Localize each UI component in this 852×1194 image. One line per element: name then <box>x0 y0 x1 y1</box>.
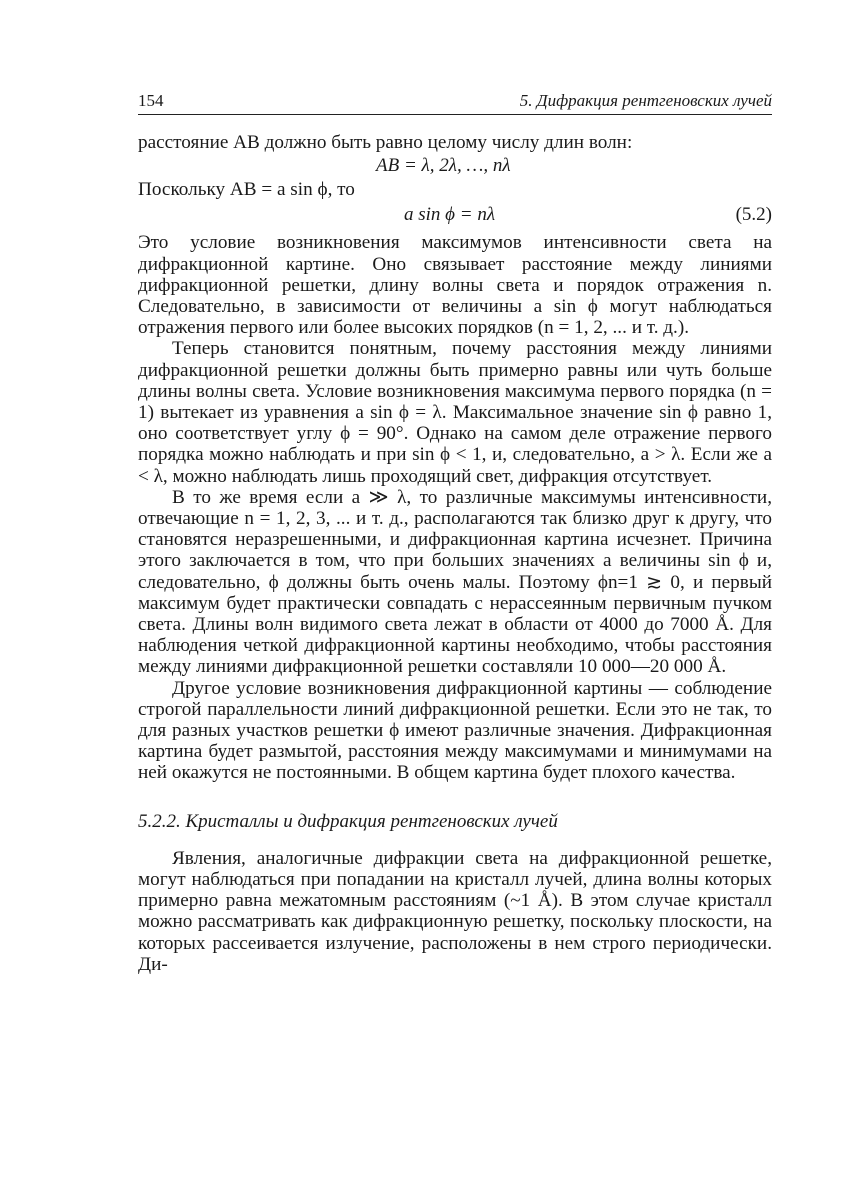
equation-5-2-text: a sin ϕ = nλ <box>404 204 496 226</box>
equation-number: (5.2) <box>735 204 772 226</box>
paragraph-1: Это условие возникновения максимумов интенсивности света на дифракционной картине. Оно связывает расстояние между линиями дифракционной решетки, длину волны света и порядок отражения n. Следовательно, в зависимости от величины a sin ϕ могут наблюдаться отражения первого или более высоких порядков (n = 1, 2, ... и т. д.). <box>138 232 772 339</box>
paragraph-4: Другое условие возникновения дифракционной картины — соблюдение строгой параллельности линий дифракционной решетки. Если это не так, то для разных участков решетки ϕ имеют различные значения. Дифракционная картина будет размытой, расстояния между максимумами и минимумами на ней окажутся не постоянными. В общем картина будет плохого качества. <box>138 677 772 784</box>
since-line: Поскольку AB = a sin ϕ, то <box>138 179 355 201</box>
equation-ab <box>138 153 772 179</box>
equation-ab-text: AB = λ, 2λ, …, nλ <box>376 155 511 177</box>
intro-line: расстояние AB должно быть равно целому числу длин волн: <box>138 132 633 153</box>
paragraph-3: В то же время если a ≫ λ, то различные максимумы интенсивности, отвечающие n = 1, 2, 3, ... и т. д., располагаются так близко друг к другу, что становятся неразрешенными, и дифракционная картина исчезнет. Причина этого заключается в том, что при больших значениях a величины sin ϕ и, следовательно, ϕ должны быть очень малы. Поэтому ϕn=1 ≳ 0, и первый максимум будет практически совпадать с нерассеянным первичным пучком света. Длины волн видимого света лежат в области от 4000 до 7000 Å. Для наблюдения четкой дифракционной картины необходимо, чтобы расстояния между линиями дифракционной решетки составляли 10 000—20 000 Å. <box>138 486 772 678</box>
equation-5-2 <box>138 200 772 228</box>
page-body <box>138 132 772 975</box>
paragraph-5: Явления, аналогичные дифракции света на дифракционной решетке, могут наблюдаться при попадании на кристалл лучей, длина волны которых примерно равна межатомным расстояниям (~1 Å). В этом случае кристалл можно рассматривать как дифракционную решетку, поскольку плоскости, на которых рассеивается излучение, расположены в нем строго периодически. Ди- <box>138 847 772 975</box>
chapter-title: 5. Дифракция рентгеновских лучей <box>519 91 772 110</box>
paragraph-2: Теперь становится понятным, почему расстояния между линиями дифракционной решетки должны быть примерно равны или чуть больше длины волны света. Условие возникновения максимума первого порядка (n = 1) вытекает из уравнения a sin ϕ = λ. Максимальное значение sin ϕ равно 1, оно соответствует углу ϕ = 90°. Однако на самом деле отражение первого порядка можно наблюдать и при sin ϕ < 1, и, следовательно, a > λ. Если же a < λ, можно наблюдать лишь проходящий свет, дифракция отсутствует. <box>138 338 772 487</box>
running-header <box>138 88 772 115</box>
page-number: 154 <box>138 91 164 110</box>
section-heading: 5.2.2. Кристаллы и дифракция рентгеновских лучей <box>138 810 558 832</box>
